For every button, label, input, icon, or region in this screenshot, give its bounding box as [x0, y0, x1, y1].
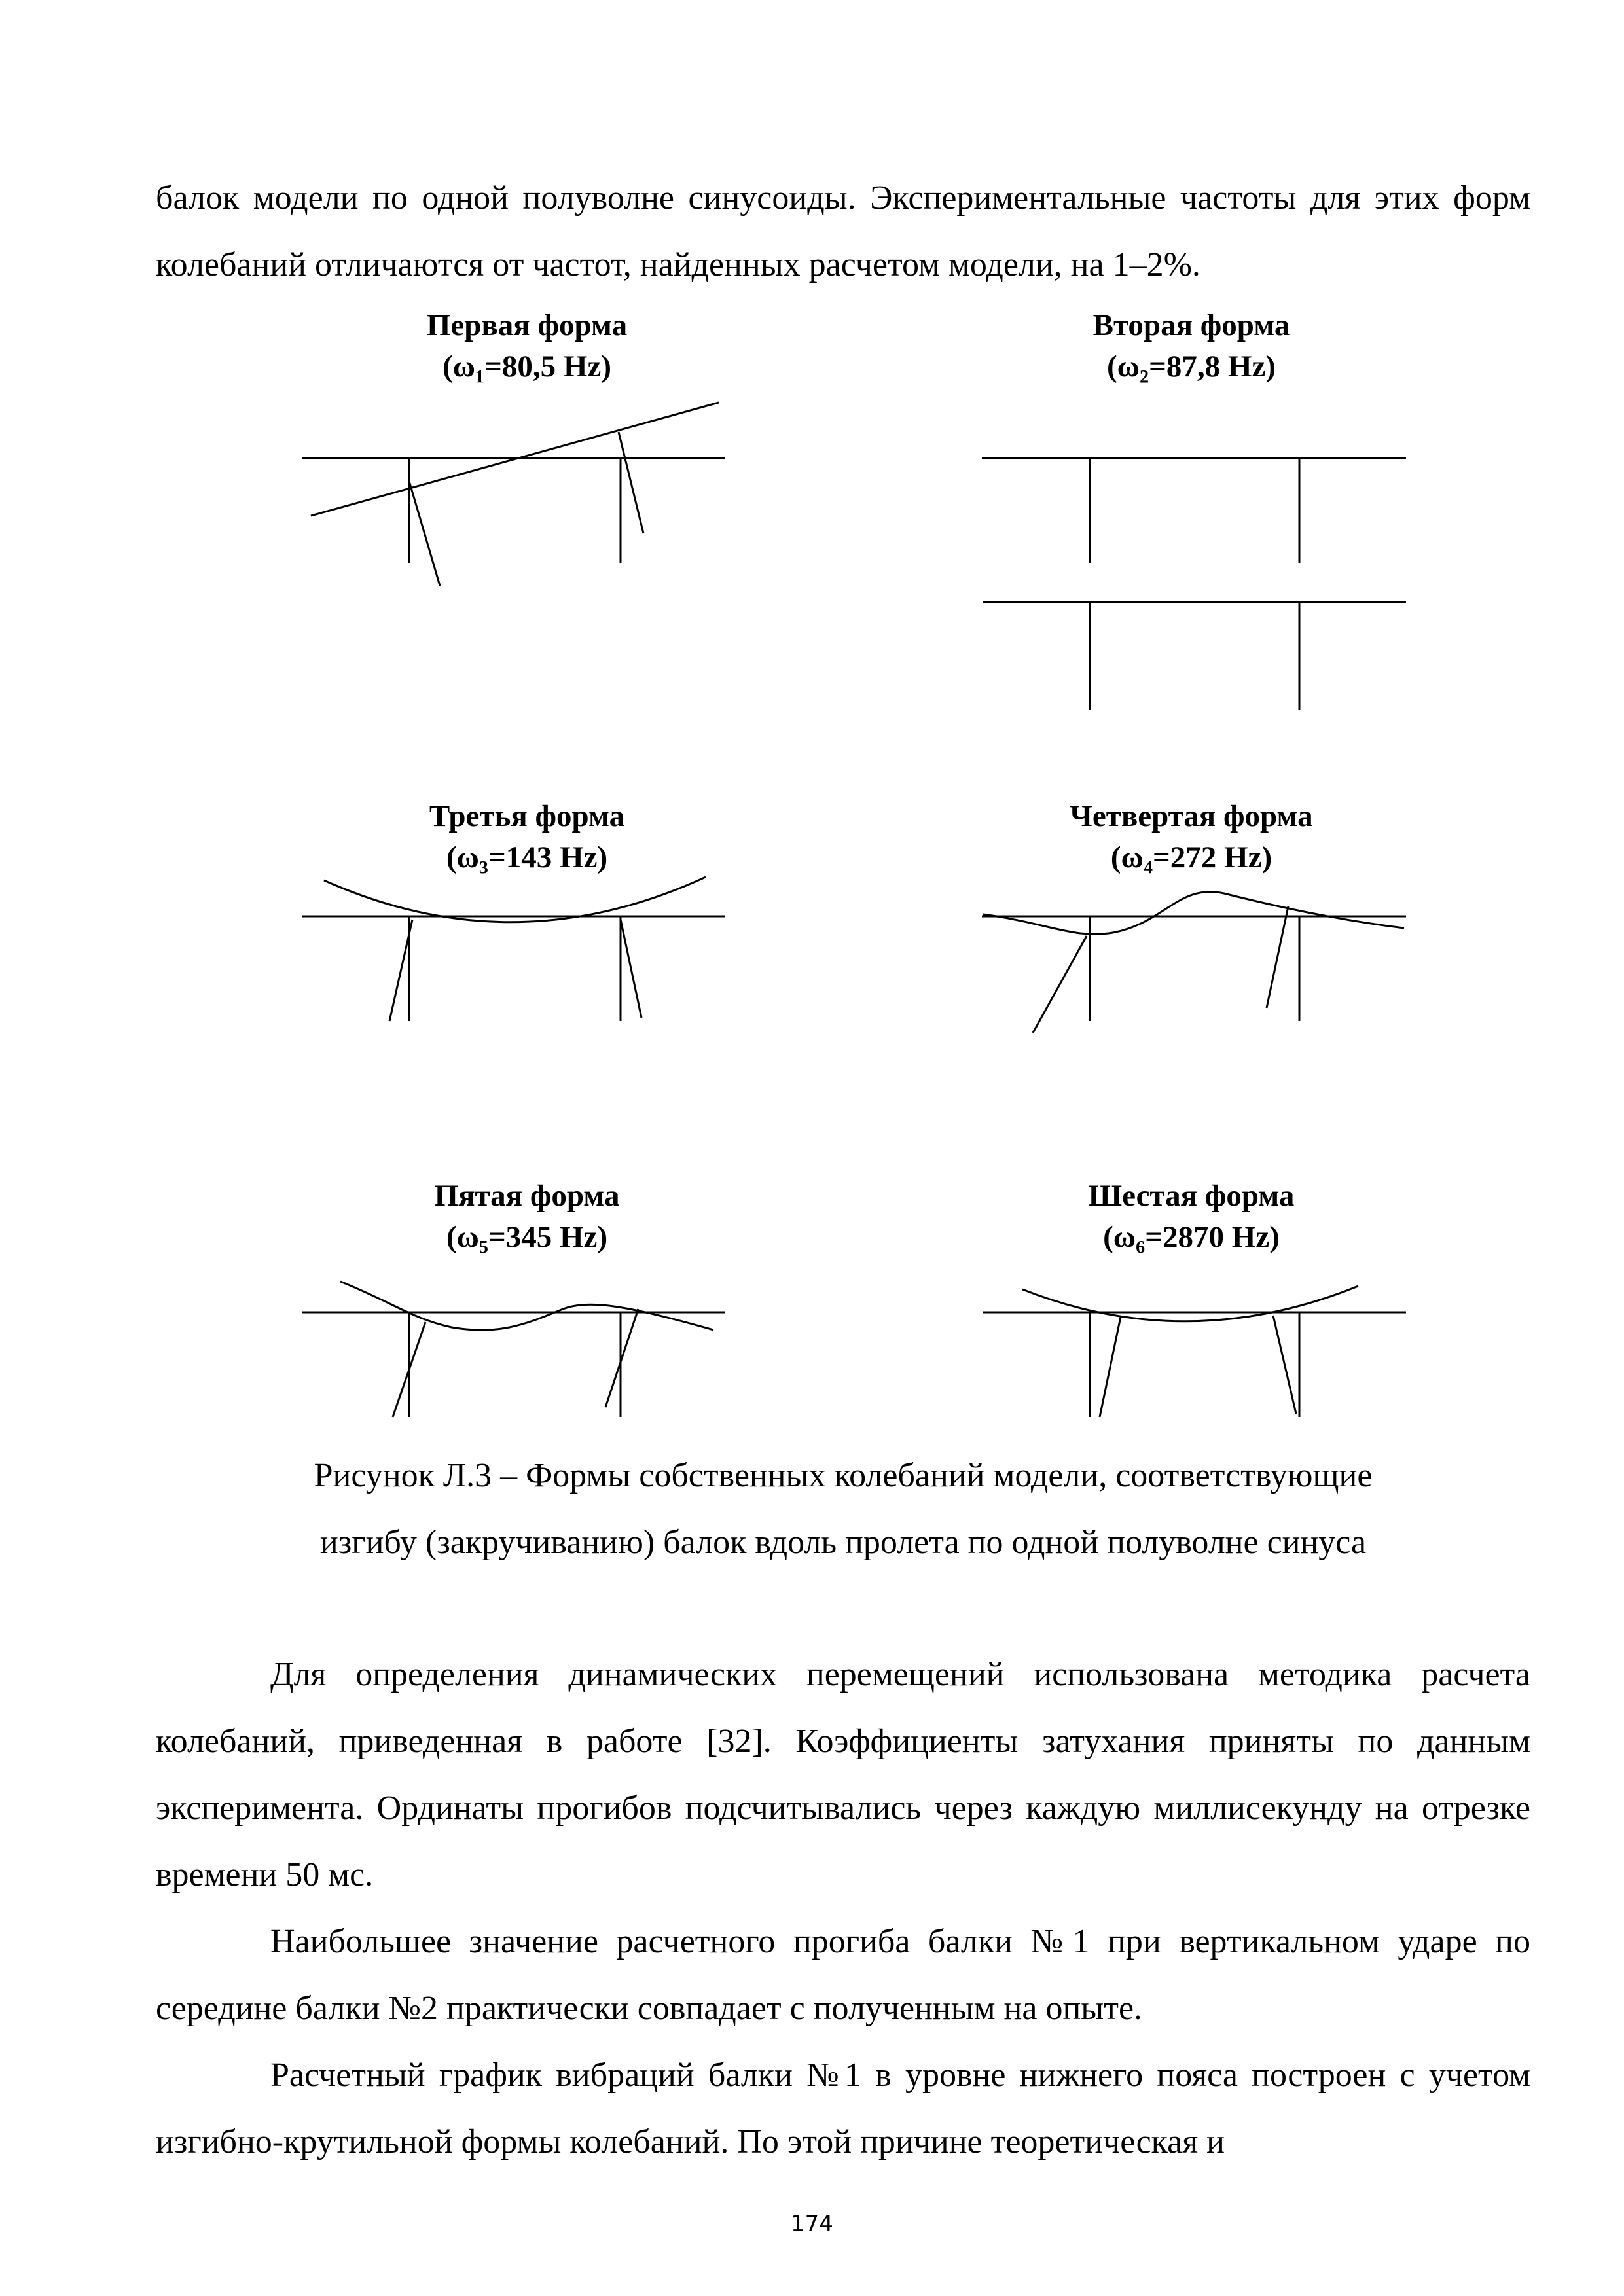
- page-number: 174: [791, 2211, 833, 2237]
- top-paragraph: балок модели по одной полуволне синусоиды. Экспериментальные частоты для этих форм колебаний отличаются от частот, найденных расчетом модели, на 1–2%.: [156, 179, 1530, 283]
- panel-6-frequency: (ω₆=2870 Hz): [1103, 1220, 1280, 1254]
- panel-2-diagram: [982, 458, 1406, 710]
- panel-3-diagram: [302, 877, 725, 1021]
- panel-1-diagram: [302, 403, 725, 586]
- panel-3-frequency: (ω₃=143 Hz): [446, 840, 608, 874]
- panel-5-diagram: [302, 1282, 725, 1417]
- panel-6-title: Шестая форма: [1088, 1179, 1295, 1213]
- figure-caption-line-2: изгибу (закручиванию) балок вдоль пролета по одной полуволне синуса: [319, 1524, 1367, 1561]
- panel-4-frequency: (ω₄=272 Hz): [1110, 840, 1272, 874]
- panel-6-diagram: [983, 1286, 1406, 1417]
- paragraph-1: Для определения динамических перемещений использована методика расчета колебаний, приведенная в работе [32]. Коэффициенты затухания приняты по данным эксперимента. Ординаты прогибов подсчитывались через каждую миллисекунду на отрезке времени 50 мс.: [156, 1656, 1530, 1893]
- figure-caption-line-1: Рисунок Л.3 – Формы собственных колебаний модели, соответствующие: [314, 1457, 1373, 1494]
- paragraph-3: Расчетный график вибраций балки №1 в уровне нижнего пояса построен с учетом изгибно-крутильной формы колебаний. По этой причине теоретическая и: [156, 2056, 1530, 2161]
- panel-3-title: Третья форма: [429, 799, 625, 833]
- panel-4-diagram: [982, 892, 1406, 1033]
- panel-5-title: Пятая форма: [434, 1179, 620, 1213]
- panel-4-title: Четвертая форма: [1070, 799, 1313, 833]
- panel-1-frequency: (ω₁=80,5 Hz): [442, 350, 611, 384]
- panel-5-frequency: (ω₅=345 Hz): [446, 1220, 608, 1254]
- panel-2-frequency: (ω₂=87,8 Hz): [1107, 350, 1276, 384]
- panel-1-title: Первая форма: [426, 308, 628, 342]
- paragraph-2: Наибольшее значение расчетного прогиба балки №1 при вертикальном ударе по середине балки №2 практически совпадает с полученным на опыте.: [156, 1923, 1530, 2027]
- panel-2-title: Вторая форма: [1092, 308, 1290, 342]
